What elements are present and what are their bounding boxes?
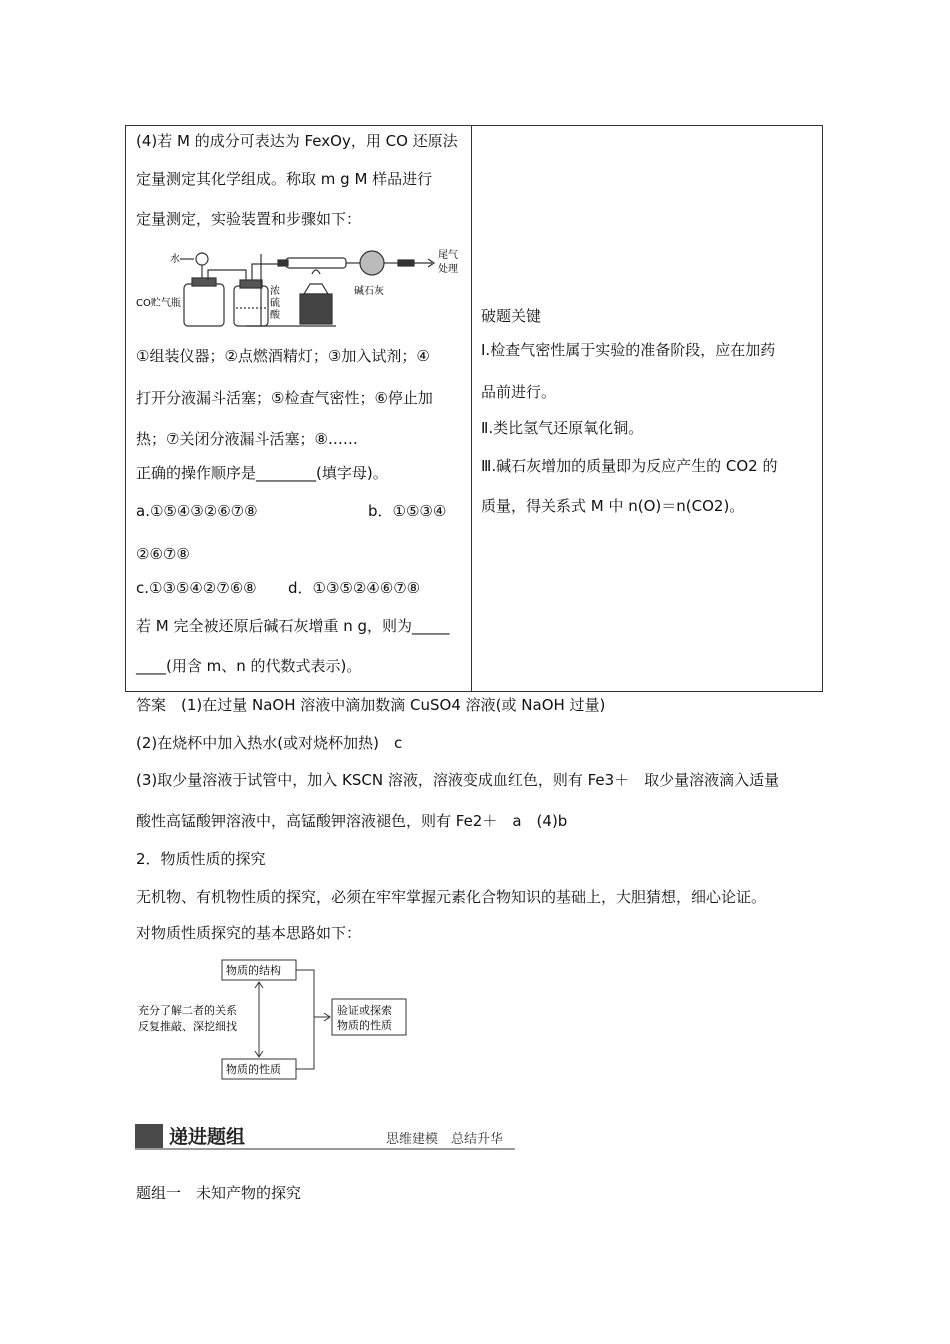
table-divider (471, 126, 472, 691)
banner-subtitle: 思维建模 总结升华 (386, 1132, 504, 1147)
property-label: 物质的性质 (226, 1063, 281, 1076)
option-b-cont: ②⑥⑦⑧ (136, 545, 190, 563)
answer-line-3: (3)取少量溶液于试管中，加入 KSCN 溶液，溶液变成血红色，则有 Fe3＋ 取少量溶液滴入适量 (136, 771, 780, 789)
answer-line-2: (2)在烧杯中加入热水(或对烧杯加热) c (136, 734, 403, 752)
question-line-3: 定量测定，实验装置和步骤如下： (136, 210, 362, 228)
side-label-1: 充分了解二者的关系 (138, 1004, 237, 1017)
answer-line-1: 答案 (1)在过量 NaOH 溶液中滴加数滴 CuSO4 溶液(或 NaOH 过量) (136, 696, 606, 714)
hint-line-1: Ⅰ.检查气密性属于实验的准备阶段，应在加药 (481, 341, 776, 359)
question-line-4: ①组装仪器；②点燃酒精灯；③加入试剂；④ (136, 347, 430, 365)
hint-line-2: 品前进行。 (481, 383, 557, 401)
section-paragraph-2: 对物质性质探究的基本思路如下： (136, 924, 362, 942)
answer-line-4: 酸性高锰酸钾溶液中，高锰酸钾溶液褪色，则有 Fe2＋ a (4)b (136, 812, 568, 830)
co-reduction-apparatus-figure (136, 244, 466, 328)
property-exploration-flow-diagram (136, 955, 426, 1085)
label-acid-1: 浓 (270, 286, 280, 297)
question-line-9: ____(用含 m、n 的代数式表示)。 (136, 657, 362, 675)
question-line-1: (4)若 M 的成分可表达为 FexOy，用 CO 还原法 (136, 132, 458, 150)
option-c: c.①③⑤④②⑦⑥⑧ (136, 579, 257, 597)
question-line-2: 定量测定其化学组成。称取 m g M 样品进行 (136, 170, 433, 188)
side-label-2: 反复推敲、深挖细找 (138, 1020, 237, 1033)
hint-line-4: Ⅲ.碱石灰增加的质量即为反应产生的 CO2 的 (481, 457, 778, 475)
hint-line-3: Ⅱ.类比氢气还原氧化铜。 (481, 419, 644, 437)
hint-line-5: 质量，得关系式 M 中 n(O)＝n(CO2)。 (481, 497, 745, 515)
question-line-5: 打开分液漏斗活塞；⑤检查气密性；⑥停止加 (136, 389, 433, 407)
label-soda-lime: 碱石灰 (354, 286, 384, 297)
banner-block (135, 1124, 163, 1148)
hint-title: 破题关键 (481, 307, 542, 325)
label-water: 水 (170, 254, 180, 265)
question-line-6: 热；⑦关闭分液漏斗活塞；⑧…… (136, 430, 358, 448)
verify-label-2: 物质的性质 (337, 1019, 392, 1032)
option-d: d．①③⑤②④⑥⑦⑧ (288, 579, 421, 597)
group-title: 题组一 未知产物的探究 (136, 1184, 302, 1202)
option-a: a.①⑤④③②⑥⑦⑧ (136, 502, 258, 520)
label-exhaust-2: 处理 (438, 264, 458, 275)
verify-label-1: 验证或探索 (337, 1004, 392, 1017)
label-co-bottle: CO贮气瓶 (136, 298, 181, 309)
option-b: b．①⑤③④ (368, 502, 447, 520)
section-heading: 2．物质性质的探究 (136, 850, 266, 868)
banner-underline (135, 1148, 515, 1150)
question-table (125, 125, 823, 692)
label-exhaust-1: 尾气 (438, 250, 458, 261)
structure-label: 物质的结构 (226, 964, 281, 977)
banner-title: 递进题组 (169, 1126, 246, 1148)
label-acid-3: 酸 (270, 310, 280, 321)
label-acid-2: 硫 (270, 298, 280, 309)
question-line-8: 若 M 完全被还原后碱石灰增重 n g，则为_____ (136, 617, 450, 635)
section-paragraph-1: 无机物、有机物性质的探究，必须在牢牢掌握元素化合物知识的基础上，大胆猜想，细心论证。 (136, 888, 767, 906)
question-line-7: 正确的操作顺序是________(填字母)。 (136, 464, 388, 482)
